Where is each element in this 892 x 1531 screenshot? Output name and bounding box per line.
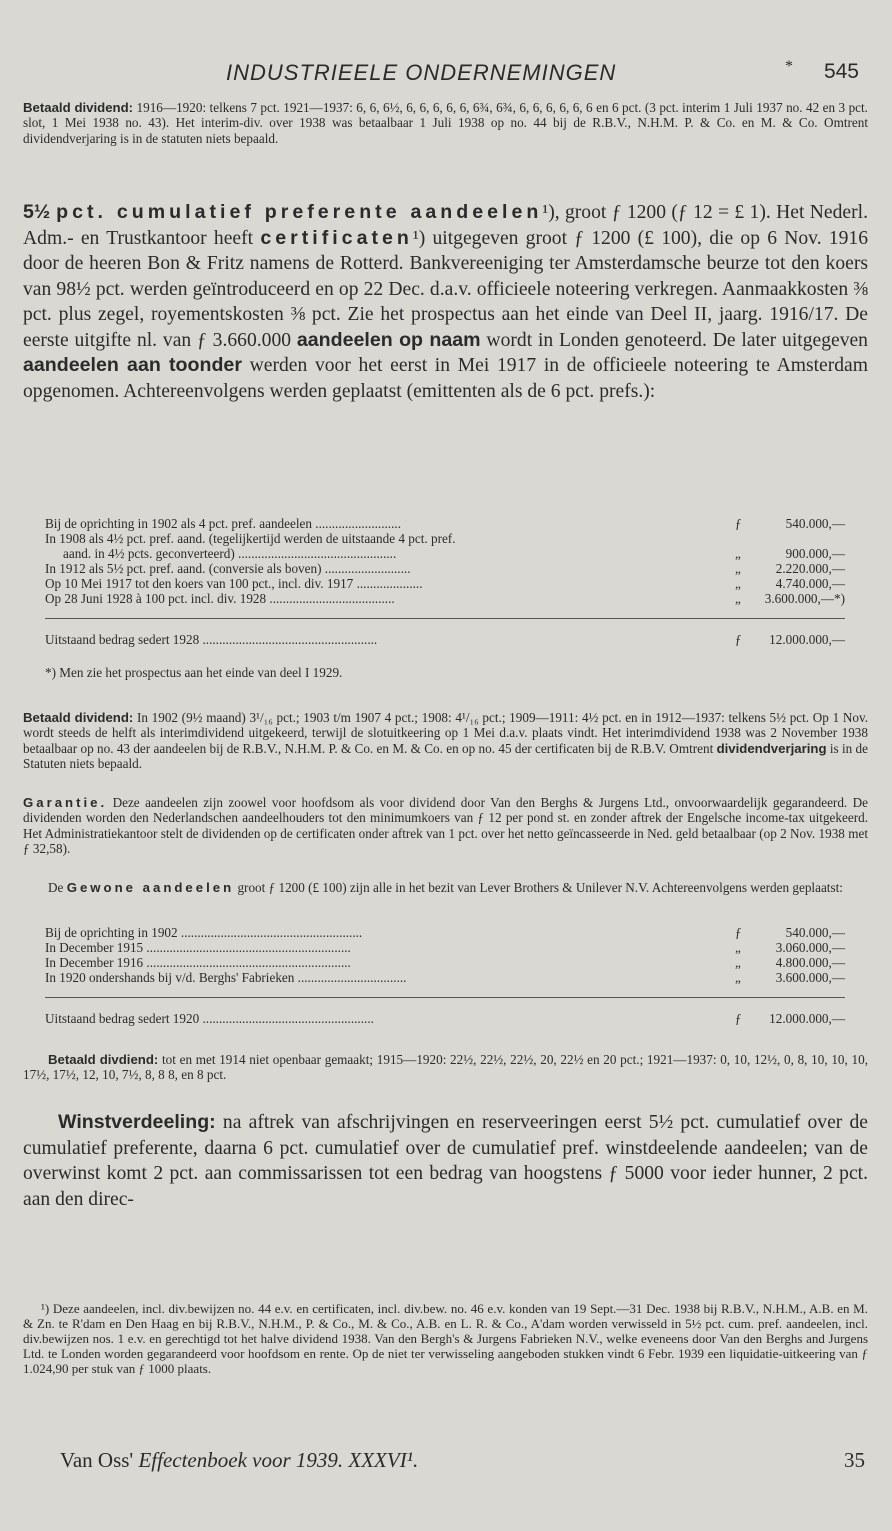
paragraph-text: In 1902 (9½ maand) 3¹/₁₆ pct.; 1903 t/m 1907 4 pct.; 1908: 4¹/₁₆ pct.; 1909—1911: 4½ pct. en in 1912—1937: telkens 5½ pct. Op 1 Nov. wordt steeds de helft als interimdividend uitgekeerd, terwijl de slotuitkeering op 1 Mei d.a.v. plaats vindt. Het interimdividend 1938 was 2 November 1938 betaalbaar op no. 43 der aandeelen bij de R.B.V., N.H.M. P. & Co. en M. & Co. en op no. 45 der certificaten bij de R.B.V. Omtrent <box>23 710 868 756</box>
row-amount: 4.740.000,— <box>775 576 845 591</box>
row-currency: ƒ <box>735 1011 742 1026</box>
heading-certificaten: certificaten <box>260 226 413 249</box>
paragraph-garantie <box>23 795 868 857</box>
page-footer <box>0 1448 892 1478</box>
heading-gewone-aandeelen: Gewone aandeelen <box>66 880 235 895</box>
row-amount: 3.600.000,— <box>775 970 845 985</box>
note-text: *) Men zie het prospectus aan het einde van deel I 1929. <box>45 665 343 680</box>
row-currency: ƒ <box>735 516 742 531</box>
row-amount: 900.000,— <box>785 546 845 561</box>
row-currency: „ <box>735 576 741 591</box>
header-mark: * <box>785 58 793 75</box>
paragraph-text: wordt in Londen genoteerd. De later uitgegeven <box>480 329 868 351</box>
paragraph-text: 1916—1920: telkens 7 pct. 1921—1937: 6, 6, 6½, 6, 6, 6, 6, 6, 6¾, 6¾, 6, 6, 6, 6, 6, 6 en 6 pct. (3 pct. interim 1 Juli 1937 no. 42 en 3 pct. slot, 1 Mei 1938 no. 43). Het interim-div. over 1938 was betaalbaar 1 Juli 1938 op no. 44 bij de R.B.V., N.H.M. P. & Co. en M. & Co. Omtrent dividendverjaring is in de statuten niets bepaald. <box>23 100 868 146</box>
paragraph-text: tot en met 1914 niet openbaar gemaakt; 1915—1920: 22½, 22½, 22½, 20, 22½ en 20 pct.; 1921—1937: 0, 10, 12½, 0, 8, 10, 10, 10, 17½, 17½, 12, 10, 7½, 8, 8 8, en 8 pct. <box>23 1052 868 1083</box>
row-currency: „ <box>735 955 741 970</box>
table-row <box>45 516 845 531</box>
paragraph-dividend-2 <box>23 710 868 772</box>
heading-cumulatief-preferente: pct. cumulatief preferente aandeelen <box>56 201 543 223</box>
row-currency: „ <box>735 970 741 985</box>
row-label: Uitstaand bedrag sedert 1928 ..................................................... <box>45 632 378 647</box>
row-amount: 3.060.000,— <box>775 940 845 955</box>
footer-book-title: Effectenboek voor 1939. XXXVI¹. <box>138 1448 419 1472</box>
row-currency: „ <box>735 546 741 561</box>
table-row <box>45 531 845 546</box>
paragraph-text: De <box>48 880 67 895</box>
row-amount: 12.000.000,— <box>769 1011 845 1026</box>
paragraph-text: na aftrek van afschrijvingen en reserveeringen eerst 5½ pct. cumulatief over de cumulatief preferente, daarna 6 pct. cumulatief over de cumulatief pref. winstdeelende aandeelen; van de overwinst komt 2 pct. aan commissarissen tot een bedrag van hoogstens ƒ 5000 voor ieder hunner, 2 pct. aan den direc- <box>23 1112 868 1210</box>
label-betaald-dividend: Betaald dividend: <box>23 710 134 725</box>
paragraph-text: is in de Statuten niets bepaald. <box>23 740 868 772</box>
paragraph-dividend-3 <box>23 1052 868 1083</box>
paragraph-text: werden voor het eerst in Mei 1917 in de officieele noteering te Amsterdam opgenomen. Achtereenvolgens werden geplaatst (emittenten als de 6 pct. prefs.): <box>23 355 868 402</box>
paragraph-text: ¹), groot ƒ 1200 (ƒ 12 = £ 1). Het Nederl. Adm.- en Trustkantoor heeft <box>23 202 868 249</box>
row-label: Uitstaand bedrag sedert 1920 .................................................... <box>45 1011 374 1026</box>
paragraph-preferente <box>23 200 868 404</box>
footer-page-number: 35 <box>844 1448 865 1472</box>
row-amount: 4.800.000,— <box>775 955 845 970</box>
row-label: aand. in 4½ pcts. geconverteerd) ................................................ <box>63 546 397 561</box>
row-currency: „ <box>735 591 741 606</box>
table-row <box>45 970 845 985</box>
label-garantie: Garantie. <box>23 795 108 810</box>
label-betaald-dividend: Betaald dividend: <box>23 100 134 115</box>
paragraph-gewone-aandeelen <box>23 880 868 895</box>
table-row <box>45 940 845 955</box>
text-dividendverjaring: dividendverjaring <box>716 740 827 756</box>
table-total-row <box>45 632 845 647</box>
table-row <box>45 925 845 940</box>
text-aandeelen-aan-toonder: aandeelen aan toonder <box>23 354 242 376</box>
row-amount: 3.600.000,—*) <box>764 591 845 606</box>
header-title: INDUSTRIEELE ONDERNEMINGEN <box>226 60 617 85</box>
table-note <box>45 665 845 680</box>
table-divider <box>45 618 845 619</box>
row-amount: 540.000,— <box>785 925 845 940</box>
row-amount: 12.000.000,— <box>769 632 845 647</box>
table-total-row <box>45 1011 845 1026</box>
row-label: Op 28 Juni 1928 à 100 pct. incl. div. 1928 ...................................... <box>45 591 395 606</box>
table-row <box>45 576 845 591</box>
row-label: In December 1916 .............................................................. <box>45 955 351 970</box>
row-label: Bij de oprichting in 1902 als 4 pct. pref. aandeelen .......................... <box>45 516 401 531</box>
label-betaald-dividend: Betaald divdiend: <box>48 1052 159 1067</box>
paragraph-text: Deze aandeelen zijn zoowel voor hoofdsom als voor dividend door Van den Berghs & Jurgens Ltd., onvoorwaardelijk gegarandeerd. De dividenden worden den Nederlandschen aandeelhouders tot den minimumkoers van ƒ 12 per pond st. en zonder aftrek der Engelsche income-tax uitgekeerd. Het Administratiekantoor stelt de dividenden op de certificaten onder aftrek van 1 pct. over het netto geïncasseerde in Ned. geld betaalbaar (op 2 Nov. 1938 met ƒ 32,58). <box>23 795 868 857</box>
label-winstverdeeling: Winstverdeeling: <box>58 1111 216 1133</box>
table-row <box>45 561 845 576</box>
paragraph-winstverdeeling <box>23 1110 868 1212</box>
row-label: Bij de oprichting in 1902 ....................................................... <box>45 925 363 940</box>
paragraph-text: groot ƒ 1200 (£ 100) zijn alle in het bezit van Lever Brothers & Unilever N.V. Achtereenvolgens werden geplaatst: <box>234 880 843 895</box>
text-percent: 5½ <box>23 201 57 223</box>
paragraph-text: ¹) uitgegeven groot ƒ 1200 (£ 100), die op 6 Nov. 1916 door de heeren Bon & Fritz namens de Rotterd. Bankvereeniging ter Amsterdamsche beurze tot den koers van 98½ pct. werden geïntroduceerd en op 22 Dec. d.a.v. officieele noteering verkregen. Aanmaakkosten ⅜ pct. plus zegel, royementskosten ⅜ pct. Zie het prospectus aan het einde van Deel II, jaarg. 1916/17. De eerste uitgifte nl. van ƒ 3.660.000 <box>23 227 868 351</box>
row-label: In December 1915 .............................................................. <box>45 940 351 955</box>
running-header <box>0 60 892 90</box>
footer-publisher: Van Oss' <box>60 1448 139 1472</box>
row-label: In 1908 als 4½ pct. pref. aand. (tegelijkertijd werden de uitstaande 4 pct. pref. <box>45 531 456 546</box>
table-row <box>45 591 845 606</box>
row-label: In 1912 als 5½ pct. pref. aand. (conversie als boven) .......................... <box>45 561 411 576</box>
table-row <box>45 546 845 561</box>
table-divider <box>45 997 845 998</box>
row-currency: ƒ <box>735 632 742 647</box>
row-currency: „ <box>735 940 741 955</box>
row-label: Op 10 Mei 1917 tot den koers van 100 pct., incl. div. 1917 .................... <box>45 576 423 591</box>
row-currency: ƒ <box>735 925 742 940</box>
row-amount: 540.000,— <box>785 516 845 531</box>
footnote: ¹) Deze aandeelen, incl. div.bewijzen no. 44 e.v. en certificaten, incl. div.bew. no. 46 e.v. konden van 19 Sept.—31 Dec. 1938 bij R.B.V., N.H.M., A.B. en M. & Zn. te R'dam en Den Haag en bij R.B.V., N.H.M., P. & Co., M. & Co., A.B. en L. R. & Co., A'dam worden verwisseld in 5½ pct. cum. pref. aandeelen, incl. div.bewijzen nos. 1 e.v. en gerechtigd tot het halve dividend 1938. Van den Bergh's & Jurgens Fabrieken N.V., welke eveneens door Van den Berghs and Jurgens Ltd. te Londen worden gegarandeerd voor hoofdsom en rente. Op de niet ter verwisseling aangeboden stukken vindt 6 Febr. 1939 een liquidatie-uitkeering van ƒ 1.024,90 per stuk van ƒ 1000 plaats. <box>23 1301 868 1376</box>
row-currency: „ <box>735 561 741 576</box>
row-label: In 1920 ondershands bij v/d. Berghs' Fabrieken ................................. <box>45 970 407 985</box>
row-amount: 2.220.000,— <box>775 561 845 576</box>
text-aandeelen-op-naam: aandeelen op naam <box>296 328 481 351</box>
table-row <box>45 955 845 970</box>
footer-source <box>60 1448 418 1473</box>
paragraph-dividend-1 <box>23 100 868 146</box>
header-page-number: 545 <box>823 60 859 83</box>
